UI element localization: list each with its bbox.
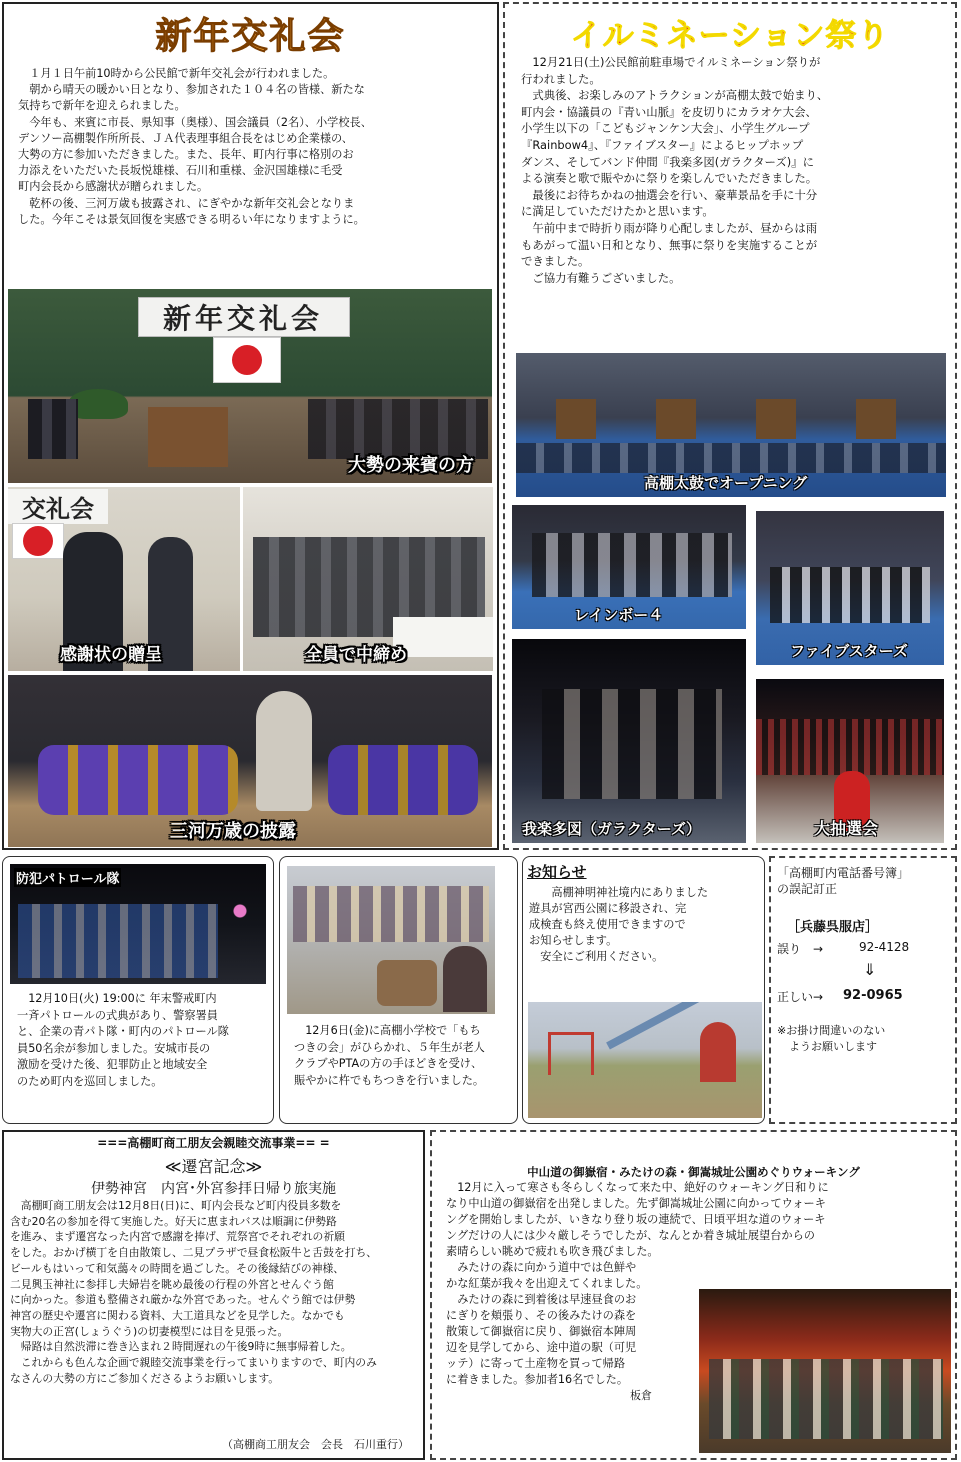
shop-name: ［兵藤呉服店］ [787, 920, 879, 935]
dancers-rainbow [532, 533, 732, 597]
walking-section [430, 1130, 957, 1460]
band-caption: 我楽多図（ガラクターズ） [522, 820, 701, 838]
award-banner: 交礼会 [8, 489, 108, 524]
mochi-section [279, 856, 518, 1124]
fivestars-caption: ファイブスターズ [790, 642, 908, 660]
award-photo [7, 486, 241, 672]
stage-banner-text: 新年交礼会 [162, 302, 323, 335]
crowd [756, 719, 945, 775]
children [293, 886, 489, 942]
table [393, 617, 493, 657]
shinnen-title: 新年交礼会 [155, 16, 346, 57]
play-tower [700, 1022, 736, 1082]
fivestars-photo [755, 510, 945, 666]
manzai-caption: 三河万歳の披露 [170, 821, 296, 842]
correction-note-1: ※お掛け間違いのない [777, 1024, 886, 1037]
award-caption: 感謝状の贈呈 [60, 645, 162, 665]
japan-flag-2 [12, 523, 64, 559]
right-number: 92-0965 [843, 988, 903, 1003]
taiko-photo [515, 352, 947, 498]
performers-right [328, 745, 478, 815]
right-label: 正しい→ [777, 990, 824, 1004]
down-arrow-icon: ⇓ [863, 960, 877, 979]
cheer-caption: 全員で中締め [305, 645, 407, 665]
band-photo [511, 638, 747, 844]
shinnen-section [2, 2, 499, 850]
patrol-label: 防犯パトロール隊 [14, 868, 121, 887]
illumination-title: イルミネーション祭り [570, 18, 890, 54]
podium [148, 407, 228, 467]
walking-body-top: 12月に入って寒さも冬らしくなって来た中、絶好のウォーキング日和りに なり中山道の御嶽宿を出発しました。先ず御嵩城址公園に向かってウォーキ ングを開始しましたが、いきなり登り坂の連続で、日頃平坦な道のウォーキ ングだけの人には少々厳しそうでしたが、なんとか着き城址展望台からの 素晴らしい眺めで疲れも吹き飛びました。 [446, 1181, 829, 1258]
elder-person [443, 946, 487, 1012]
walking-title: 中山道の御嶽宿・みたけの森・御嵩城址公園めぐりウォーキング [527, 1165, 860, 1179]
walking-author: 板倉 [630, 1389, 652, 1402]
walking-body-left: みたけの森に向かう道中では色鮮や かな紅葉が我々を出迎えてくれました。 みたけの森に到着後は早速昼食のお にぎりを頬張り、その後みたけの森を 散策して御嶽宿に戻り、御嶽宿本陣周 辺を見学してから、途中道の駅（可児 ッテ）に寄って土産物を買って帰路 に着きました。参加者16名でした。 [446, 1261, 648, 1386]
notice-title: お知らせ [527, 863, 587, 881]
patrol-members [18, 904, 218, 978]
notice-body: 高棚神明神社境内にありました 遊具が宮西公園に移設され、完 成検査も終え使用できますので お知らせします。 安全にご利用ください。 [529, 886, 709, 963]
correction-title-2: の誤記訂正 [777, 882, 838, 896]
rainbow-photo [511, 504, 747, 630]
lottery-photo [755, 678, 945, 844]
audience [516, 443, 947, 473]
street-lights [220, 884, 260, 974]
rainbow-caption: レインボー４ [574, 606, 664, 624]
mochi-body: 12月6日(金)に高棚小学校で「もち つきの会」がひらかれ、５年生が老人 クラブやPTAの方の手ほどきを受け、 賑やかに杵でもちつきを行いました。 [294, 1024, 485, 1087]
park-photo [527, 1001, 763, 1119]
swing-icon [548, 1032, 594, 1075]
manzai-dancer [256, 691, 312, 811]
shokou-subtitle: ≪遷宮記念≫ [164, 1157, 263, 1176]
illumination-section [503, 2, 957, 850]
shokou-body: 高棚町商工朋友会は12月8日(日)に、町内会長など町内役員多数を 含む20名の参加を得て実施した。好天に恵まれバスは順調に伊勢路 を進み、まず遷宮なった内宮で感謝を捧げ、荒祭宮でそれぞれの祈願 をした。おかげ横丁を自由散策し、二見プラザで昼食松阪牛と舌鼓を打ち、 ビールもはいって和気藹々の時間を過ごした。その後縁結びの神様、 二見興玉神社に参拝し夫婦岩を眺め最後の行程の外宮とせんぐう館 に向かった。参道も整備され厳かな外宮であった。せんぐう館では伊勢 神宮の歴史や遷宮に関わる資料、大工道具などを見学した。なかでも 実物大の正宮(しょうぐう)の切妻模型には目を見張った。 帰路は自然渋滞に巻き込まれ２時間遅れの午後9時に無事帰着した。 これからも色んな企画で親睦交流事業を行ってまいりますので、町内のみ なさんの大勢の方にご参加くださるようお願いします。 [10, 1199, 378, 1385]
mochi-photo [286, 865, 496, 1015]
taiko-drums [556, 399, 936, 439]
shinnen-body: １月１日午前10時から公民館で新年交礼会が行われました。 朝から晴天の暖かい日となり、参加された１０４名の皆様、新たな 気持ちで新年を迎えられました。 今年も、来賓に市長、県知事（奥様）、国会議員（2名）、小学校長、 デンソー高棚製作所所長、ＪＡ代表理事組合長をはじめ企業様の、 大勢の方に参加いただきました。また、長年、町内行事に格別のお 力添えをいただいた長坂悦雄様、石川和重様、金沢国雄様に毛受 町内会長から感謝状が贈られました。 乾杯の後、三河万歳も披露され、にぎやかな新年交礼会となりま した。今年こそは景気回復を実感できる明るい年になりますように。 [18, 67, 372, 226]
shokou-section [2, 1130, 425, 1460]
patrol-photo [9, 863, 267, 985]
walking-group-photo [698, 1288, 952, 1454]
performers-left [38, 745, 238, 815]
band-members [542, 689, 722, 799]
patrol-body: 12月10日(火) 19:00に 年末警戒町内 一斉パトロールの式典があり、警察署員 と、企業の青パト隊・町内のパトロール隊 員50名余が参加しました。安城市長の 激励を受けた後、犯罪防止と地域安全 のため町内を巡回しました。 [17, 992, 229, 1088]
walking-group [709, 1359, 943, 1439]
shokou-signature: （高棚商工朋友会 会長 石川重行） [222, 1438, 409, 1451]
wrong-label: 誤り → [777, 942, 824, 956]
guests-photo [7, 288, 493, 484]
correction-section [769, 856, 957, 1124]
patrol-section [2, 856, 274, 1124]
cheer-photo [242, 486, 494, 672]
guests-row [308, 399, 488, 459]
japan-flag [213, 337, 281, 383]
illumination-body: 12月21日(土)公民館前駐車場でイルミネーション祭りが 行われました。 式典後、お楽しみのアトラクションが高棚太鼓で始まり、 町内会・協議員の『青い山脈』を皮切りにカラオケ大会、 小学生以下の「こどもジャンケン大会」、小学生グループ 『Rainbow4』、『ファイブスター』によるヒップホップ ダンス、そしてバンド仲間『我楽多図(ガラクターズ)』に よる演奏と歌で賑やかに祭りを楽しんでいただきました。 最後にお待ちかねの抽選会を行い、豪華景品を手に十分 に満足していただけたかと思います。 午前中まで時折り雨が降り心配しましたが、昼からは雨 もあがって温い日和となり、無事に祭りを実施することが できました。 ご協力有難うございました。 [521, 55, 829, 285]
shokou-title: 伊勢神宮 内宮･外宮参拝日帰り旅実施 [91, 1181, 336, 1197]
mortar-icon [377, 960, 437, 1006]
manzai-photo [7, 674, 493, 848]
correction-title-1: 「高棚町内電話番号簿」 [777, 866, 910, 880]
lottery-caption: 大抽選会 [814, 819, 879, 838]
guests-caption: 大勢の来賓の方 [348, 455, 474, 476]
taiko-caption: 高棚太鼓でオープニング [644, 474, 808, 492]
wrong-number: 92-4128 [859, 940, 910, 954]
shokou-header: ===高棚町商工朋友会親睦交流事業== = [97, 1136, 330, 1150]
guests-left [28, 399, 78, 459]
correction-note-2: ようお願いします [789, 1040, 877, 1053]
dancers-five [770, 567, 930, 623]
notice-section [522, 856, 765, 1124]
